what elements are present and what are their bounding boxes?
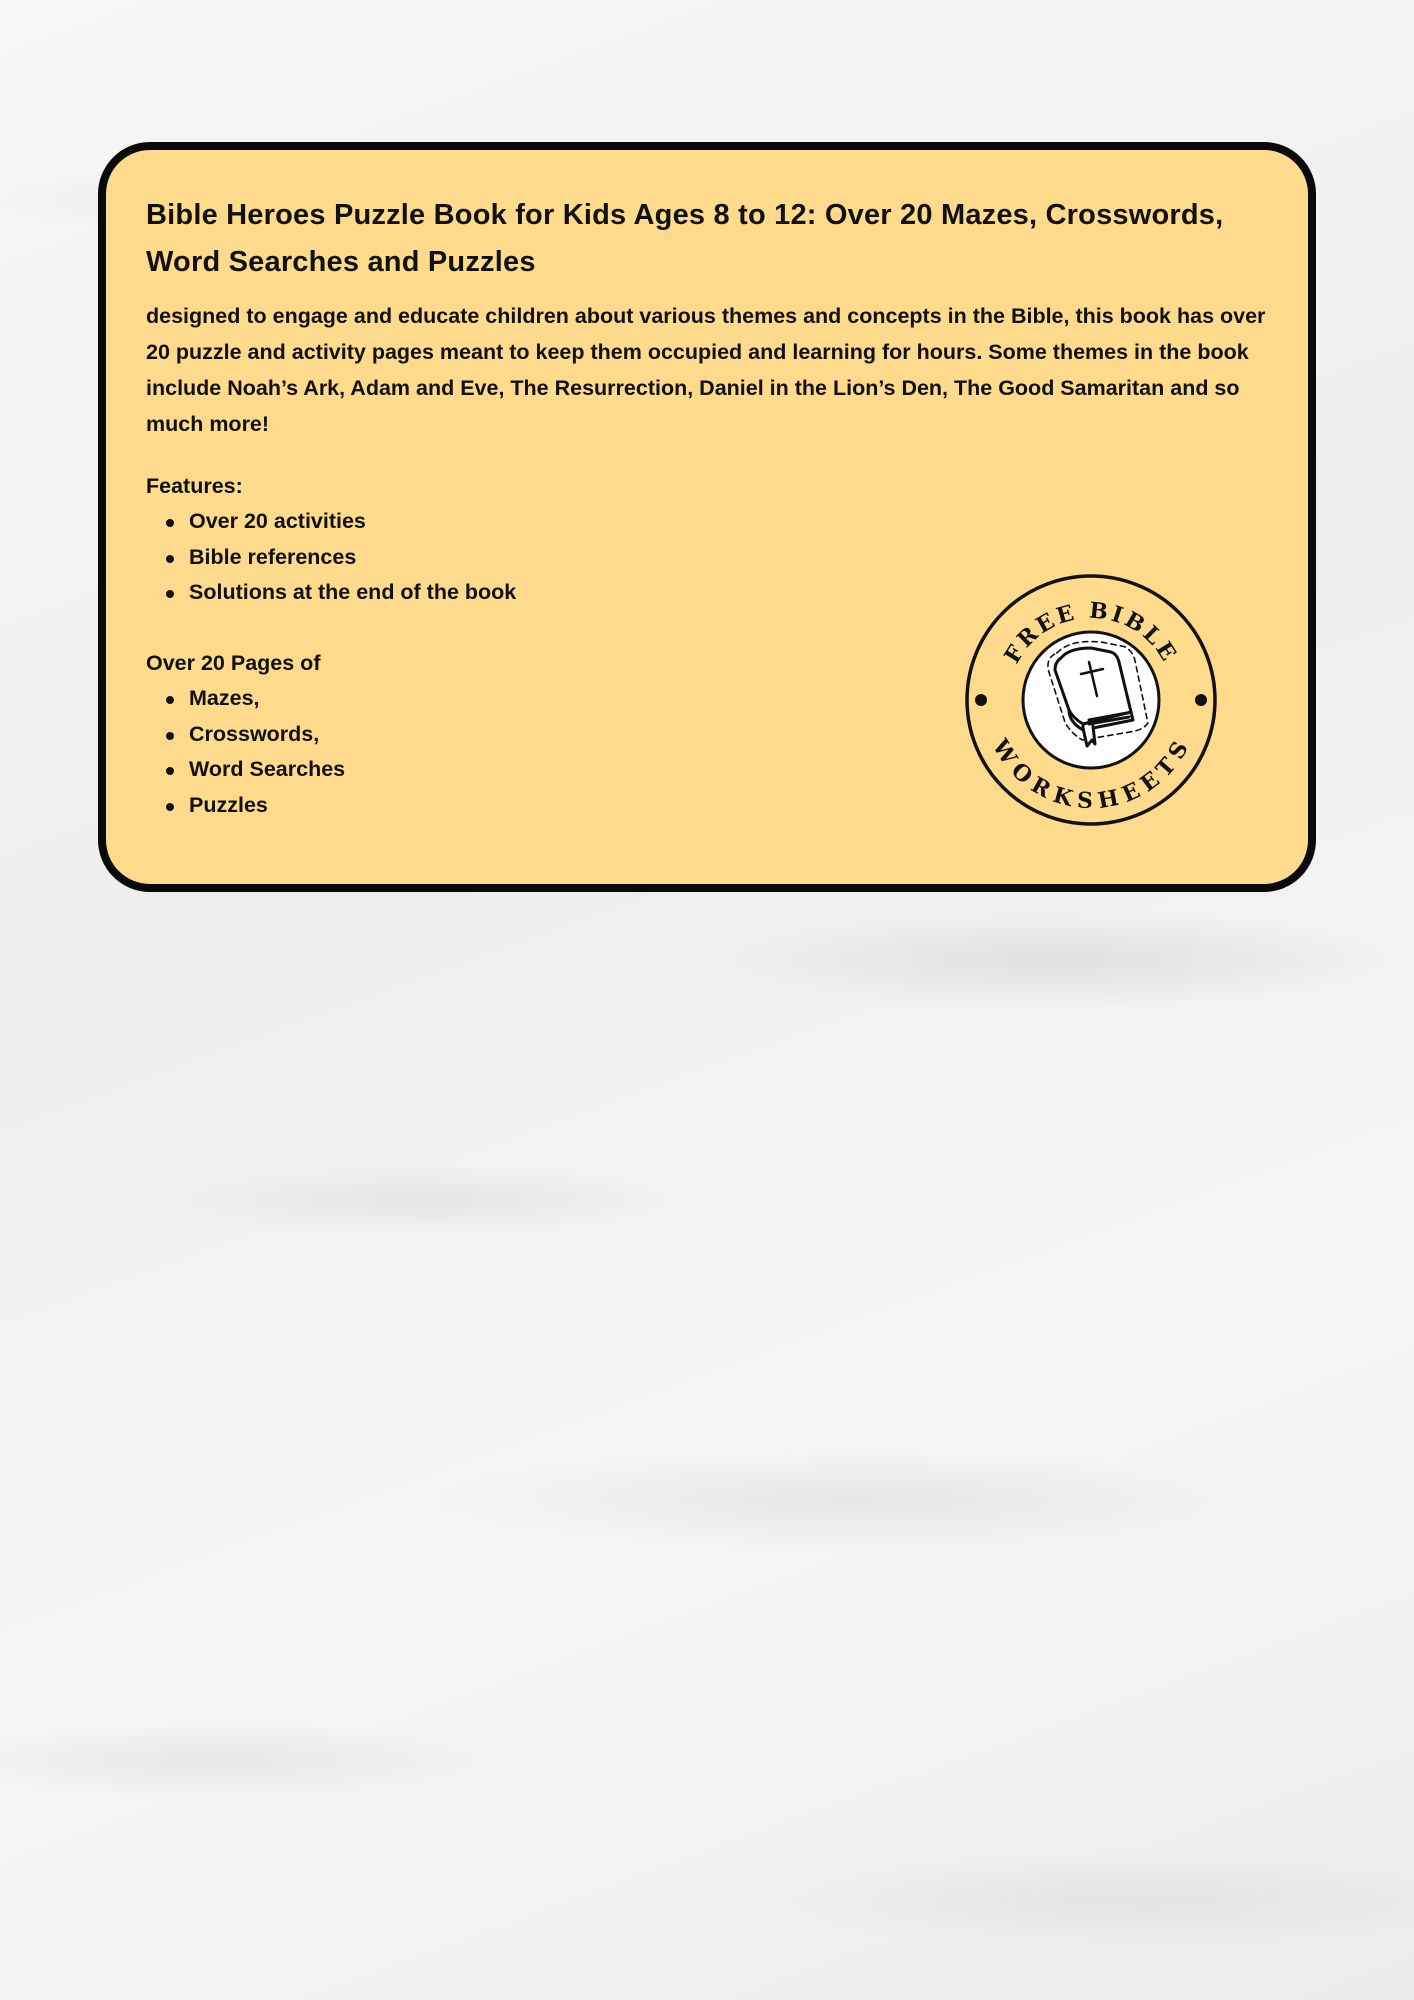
page-type-item: Word Searches	[146, 752, 345, 788]
pages-list	[146, 681, 345, 823]
free-bible-worksheets-logo	[961, 570, 1221, 830]
badge-dot-right	[1195, 694, 1207, 706]
book-description: designed to engage and educate children about various themes and concepts in the Bible, this book has over 20 puzzle and activity pages meant to keep them occupied and learning for hours. Some themes in the book include Noah’s Ark, Adam and Eve, The Resurrection, Daniel in the Lion’s Den, The Good Samaritan and so much more!	[146, 304, 1266, 436]
page-type-item: Puzzles	[146, 788, 345, 824]
page-type-item: Mazes,	[146, 681, 345, 717]
feature-item: Bible references	[146, 540, 516, 576]
page-type-item: Crosswords,	[146, 717, 345, 753]
badge-top-text: FREE BIBLE	[999, 597, 1183, 668]
features-label: Features:	[146, 474, 243, 498]
book-info-card	[98, 142, 1316, 892]
feature-item: Solutions at the end of the book	[146, 575, 516, 611]
badge-bottom-text: WORKSHEETS	[986, 734, 1196, 815]
features-list	[146, 504, 516, 611]
pages-label: Over 20 Pages of	[146, 651, 321, 675]
badge-dot-left	[975, 694, 987, 706]
feature-item: Over 20 activities	[146, 504, 516, 540]
book-title: Bible Heroes Puzzle Book for Kids Ages 8 to 12: Over 20 Mazes, Crosswords, Word Searches and Puzzles	[146, 199, 1224, 278]
